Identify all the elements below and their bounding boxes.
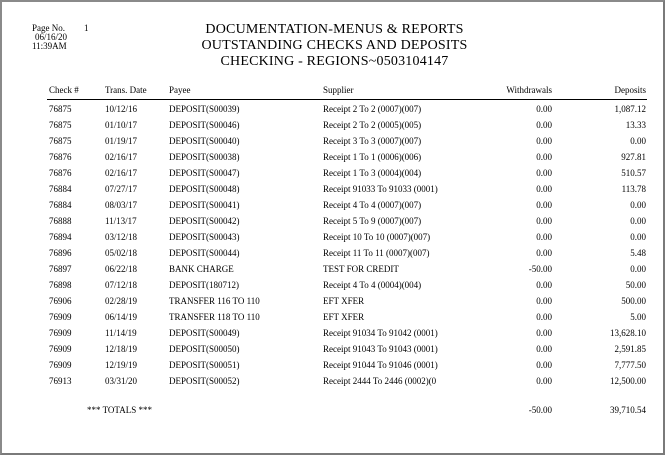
cell-check: 76898	[49, 280, 72, 290]
cell-date: 02/28/19	[105, 296, 138, 306]
cell-supplier: Receipt 2 To 2 (0005)(005)	[323, 120, 422, 130]
cell-payee: DEPOSIT(S00051)	[169, 360, 240, 370]
cell-payee: DEPOSIT(180712)	[169, 280, 239, 290]
cell-supplier: Receipt 91034 To 91042 (0001)	[323, 328, 438, 338]
col-header-withdrawals: Withdrawals	[506, 85, 552, 95]
cell-check: 76876	[49, 152, 72, 162]
cell-deposits: 0.00	[630, 232, 646, 242]
cell-check: 76896	[49, 248, 72, 258]
cell-payee: DEPOSIT(S00040)	[169, 136, 240, 146]
cell-deposits: 927.81	[621, 152, 646, 162]
table-row	[2, 230, 663, 246]
cell-date: 01/19/17	[105, 136, 138, 146]
cell-withdrawals: 0.00	[536, 168, 552, 178]
cell-date: 03/12/18	[105, 232, 138, 242]
table-row	[2, 326, 663, 342]
report-date: 06/16/20	[35, 32, 68, 42]
cell-withdrawals: 0.00	[536, 200, 552, 210]
cell-deposits: 0.00	[630, 136, 646, 146]
cell-date: 06/22/18	[105, 264, 138, 274]
page-number: 1	[84, 23, 89, 33]
cell-supplier: Receipt 4 To 4 (0004)(004)	[323, 280, 422, 290]
report-title	[152, 22, 517, 70]
cell-withdrawals: 0.00	[536, 312, 552, 322]
cell-supplier: TEST FOR CREDIT	[323, 264, 399, 274]
table-row	[2, 294, 663, 310]
cell-supplier: Receipt 5 To 9 (0007)(007)	[323, 216, 422, 226]
cell-supplier: Receipt 91043 To 91043 (0001)	[323, 344, 438, 354]
cell-date: 07/27/17	[105, 184, 138, 194]
cell-supplier: Receipt 11 To 11 (0007)(007)	[323, 248, 430, 258]
table-row	[2, 214, 663, 230]
cell-check: 76884	[49, 200, 72, 210]
cell-supplier: Receipt 10 To 10 (0007)(007)	[323, 232, 431, 242]
cell-check: 76913	[49, 376, 72, 386]
cell-payee: DEPOSIT(S00046)	[169, 120, 240, 130]
cell-check: 76888	[49, 216, 72, 226]
cell-check: 76909	[49, 328, 72, 338]
cell-check: 76909	[49, 360, 72, 370]
total-deposits: 39,710.54	[610, 405, 646, 415]
table-row	[2, 310, 663, 326]
table-row	[2, 262, 663, 278]
cell-deposits: 0.00	[630, 200, 646, 210]
cell-withdrawals: 0.00	[536, 280, 552, 290]
cell-withdrawals: 0.00	[536, 344, 552, 354]
cell-date: 12/19/19	[105, 360, 138, 370]
cell-payee: DEPOSIT(S00041)	[169, 200, 240, 210]
table-row	[2, 134, 663, 150]
cell-supplier: Receipt 2444 To 2446 (0002)(0	[323, 376, 437, 386]
cell-supplier: Receipt 2 To 2 (0007)(007)	[323, 104, 422, 114]
cell-withdrawals: 0.00	[536, 104, 552, 114]
cell-deposits: 50.00	[625, 280, 646, 290]
header-divider	[47, 99, 647, 100]
cell-date: 03/31/20	[105, 376, 138, 386]
column-header-row	[2, 83, 663, 99]
cell-check: 76875	[49, 136, 72, 146]
table-row	[2, 150, 663, 166]
page-number-label: Page No.	[32, 23, 65, 33]
cell-date: 11/14/19	[105, 328, 137, 338]
cell-date: 05/02/18	[105, 248, 138, 258]
cell-supplier: Receipt 91033 To 91033 (0001)	[323, 184, 438, 194]
cell-check: 76894	[49, 232, 72, 242]
totals-label: *** TOTALS ***	[87, 405, 152, 415]
cell-payee: BANK CHARGE	[169, 264, 234, 274]
table-row	[2, 166, 663, 182]
cell-check: 76897	[49, 264, 72, 274]
table-row	[2, 118, 663, 134]
cell-date: 07/12/18	[105, 280, 138, 290]
cell-date: 08/03/17	[105, 200, 138, 210]
cell-check: 76884	[49, 184, 72, 194]
cell-date: 12/18/19	[105, 344, 138, 354]
cell-deposits: 500.00	[621, 296, 646, 306]
cell-payee: DEPOSIT(S00052)	[169, 376, 240, 386]
cell-deposits: 1,087.12	[614, 104, 646, 114]
cell-payee: DEPOSIT(S00038)	[169, 152, 240, 162]
table-row	[2, 374, 663, 390]
cell-deposits: 12,500.00	[610, 376, 646, 386]
table-row	[2, 342, 663, 358]
cell-payee: DEPOSIT(S00047)	[169, 168, 240, 178]
cell-date: 02/16/17	[105, 168, 138, 178]
table-row	[2, 278, 663, 294]
table-row	[2, 358, 663, 374]
cell-withdrawals: 0.00	[536, 232, 552, 242]
table-row	[2, 102, 663, 118]
cell-date: 10/12/16	[105, 104, 138, 114]
cell-date: 02/16/17	[105, 152, 138, 162]
cell-withdrawals: 0.00	[536, 248, 552, 258]
cell-payee: DEPOSIT(S00048)	[169, 184, 240, 194]
cell-check: 76909	[49, 312, 72, 322]
cell-deposits: 7,777.50	[614, 360, 646, 370]
cell-deposits: 5.48	[630, 248, 646, 258]
table-row	[2, 246, 663, 262]
cell-withdrawals: 0.00	[536, 296, 552, 306]
cell-deposits: 0.00	[630, 216, 646, 226]
cell-withdrawals: 0.00	[536, 120, 552, 130]
cell-supplier: EFT XFER	[323, 312, 365, 322]
cell-deposits: 13,628.10	[610, 328, 646, 338]
cell-payee: DEPOSIT(S00043)	[169, 232, 240, 242]
cell-withdrawals: 0.00	[536, 152, 552, 162]
cell-payee: DEPOSIT(S00049)	[169, 328, 240, 338]
cell-withdrawals: 0.00	[536, 216, 552, 226]
report-meta	[32, 24, 89, 51]
cell-payee: DEPOSIT(S00042)	[169, 216, 240, 226]
cell-deposits: 2,591.85	[614, 344, 646, 354]
cell-check: 76875	[49, 120, 72, 130]
title-line-company: DOCUMENTATION-MENUS & REPORTS	[205, 22, 464, 37]
cell-check: 76909	[49, 344, 72, 354]
cell-withdrawals: -50.00	[528, 264, 552, 274]
cell-check: 76876	[49, 168, 72, 178]
cell-payee: DEPOSIT(S00050)	[169, 344, 240, 354]
col-header-supplier: Supplier	[323, 85, 354, 95]
cell-deposits: 5.00	[630, 312, 646, 322]
cell-withdrawals: 0.00	[536, 328, 552, 338]
cell-supplier: Receipt 1 To 1 (0006)(006)	[323, 152, 422, 162]
cell-check: 76906	[49, 296, 72, 306]
title-line-report: OUTSTANDING CHECKS AND DEPOSITS	[201, 38, 468, 53]
cell-payee: TRANSFER 116 TO 110	[169, 296, 260, 306]
cell-withdrawals: 0.00	[536, 360, 552, 370]
report-time: 11:39AM	[32, 41, 67, 51]
cell-deposits: 113.78	[621, 184, 646, 194]
cell-date: 01/10/17	[105, 120, 138, 130]
title-line-account: CHECKING - REGIONS~0503104147	[220, 54, 449, 69]
cell-deposits: 13.33	[625, 120, 646, 130]
cell-withdrawals: 0.00	[536, 376, 552, 386]
cell-deposits: 510.57	[621, 168, 646, 178]
table-row	[2, 182, 663, 198]
col-header-deposits: Deposits	[614, 85, 646, 95]
col-header-date: Trans. Date	[105, 85, 147, 95]
cell-check: 76875	[49, 104, 72, 114]
totals-row	[2, 403, 663, 419]
cell-date: 06/14/19	[105, 312, 138, 322]
cell-payee: TRANSFER 118 TO 110	[169, 312, 260, 322]
cell-supplier: Receipt 91044 To 91046 (0001)	[323, 360, 438, 370]
total-withdrawals: -50.00	[528, 405, 552, 415]
cell-withdrawals: 0.00	[536, 184, 552, 194]
cell-supplier: Receipt 4 To 4 (0007)(007)	[323, 200, 422, 210]
table-row	[2, 198, 663, 214]
col-header-payee: Payee	[169, 85, 191, 95]
cell-withdrawals: 0.00	[536, 136, 552, 146]
cell-payee: DEPOSIT(S00044)	[169, 248, 240, 258]
cell-supplier: Receipt 1 To 3 (0004)(004)	[323, 168, 422, 178]
cell-date: 11/13/17	[105, 216, 137, 226]
col-header-check: Check #	[49, 85, 79, 95]
cell-deposits: 0.00	[630, 264, 646, 274]
cell-supplier: EFT XFER	[323, 296, 365, 306]
cell-supplier: Receipt 3 To 3 (0007)(007)	[323, 136, 422, 146]
cell-payee: DEPOSIT(S00039)	[169, 104, 240, 114]
